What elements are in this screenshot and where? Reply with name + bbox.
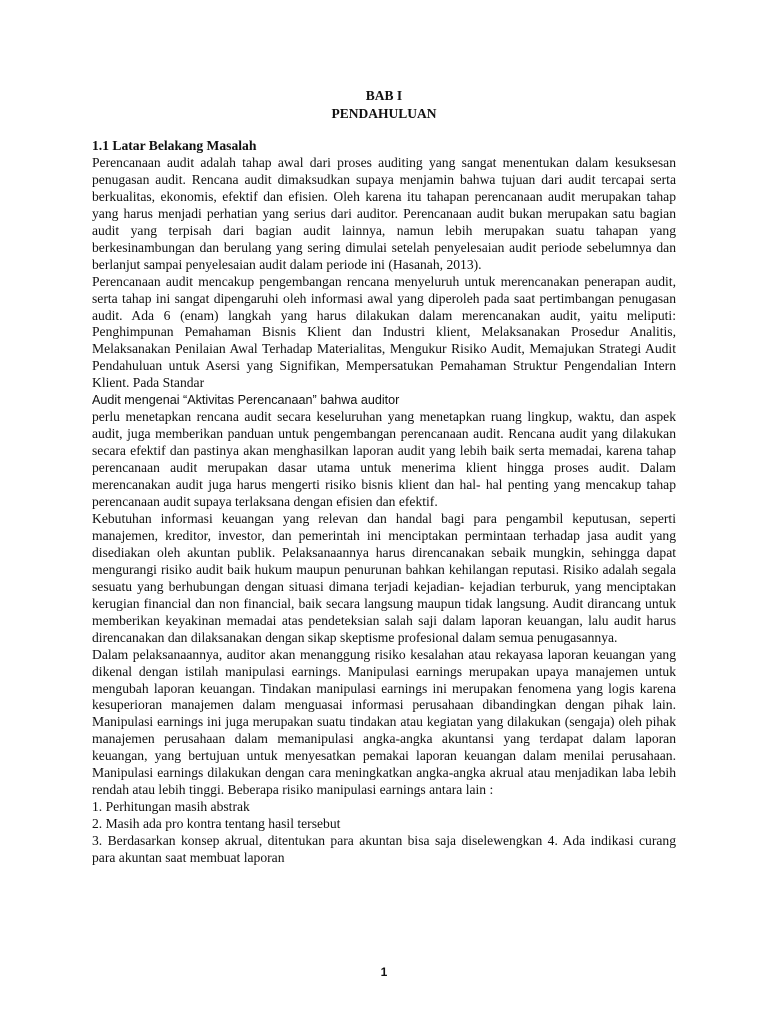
section-heading: 1.1 Latar Belakang Masalah bbox=[92, 138, 257, 153]
chapter-header bbox=[92, 87, 676, 123]
paragraph-3: perlu menetapkan rencana audit secara keseluruhan yang menetapkan ruang lingkup, waktu, dan aspek audit, juga memberikan panduan untuk pengembangan perencanaan audit. Rencana audit yang dilakukan secara efektif dan pastinya akan menghasilkan laporan audit yang lebih baik serta memadai, karena tahap perencanaan audit merupakan dasar utama untuk menerima klient hingga proses audit. Dalam merencanakan audit juga harus mengerti risiko bisnis klient dan hal- hal penting yang mencakup tahap perencanaan audit supaya terlaksana dengan efisien dan efektif. bbox=[92, 409, 676, 510]
inserted-line: Audit mengenai “Aktivitas Perencanaan” bahwa auditor bbox=[92, 393, 400, 408]
paragraph-2: Perencanaan audit mencakup pengembangan rencana menyeluruh untuk merencanakan penerapan audit, serta tahap ini sangat dipengaruhi oleh informasi awal yang diperoleh pada saat pertimbangan penugasan audit. Ada 6 (enam) langkah yang harus dilakukan dalam merencanakan audit, yaitu meliputi: Penghimpunan Pemahaman Bisnis Klient dan Industri klient, Melaksanakan Prosedur Analitis, Melaksanakan Penilaian Awal Terhadap Materialitas, Mengukur Risiko Audit, Memajukan Strategi Audit Pendahuluan untuk Asersi yang Signifikan, Mempersatukan Pemahaman Struktur Pengendalian Intern Klient. Pada Standar bbox=[92, 273, 676, 391]
paragraph-1: Perencanaan audit adalah tahap awal dari proses auditing yang sangat menentukan dalam kesuksesan penugasan audit. Rencana audit dimaksudkan supaya menjamin bahwa tujuan dari audit tercapai serta berkualitas, ekonomis, efektif dan efisien. Oleh karena itu tahapan perencanaan audit merupakan tahap yang harus menjadi perhatian yang serius dari auditor. Perencanaan audit bukan merupakan satu bagian audit yang terpisah dari bagian audit lainnya, namun lebih merupakan suatu tahapan yang berkesinambungan dan berulang yang sering dimulai setelah penyelesaian audit periode sebelumnya dan berlanjut sampai penyelesaian audit dalam periode ini (Hasanah, 2013). bbox=[92, 154, 676, 272]
chapter-number: BAB I bbox=[365, 88, 403, 103]
list-item: 2. Masih ada pro kontra tentang hasil tersebut bbox=[92, 816, 341, 832]
paragraph-4: Kebutuhan informasi keuangan yang relevan dan handal bagi para pengambil keputusan, seperti manajemen, kreditor, investor, dan pemerintah ini menciptakan permintaan terhadap jasa audit yang disediakan oleh akuntan publik. Pelaksanaannya harus direncanakan sebaik mungkin, sehingga dapat mengurangi risiko audit baik hukum maupun penurunan bahkan kehilangan reputasi. Risiko adalah segala sesuatu yang berhubungan dengan situasi dimana terjadi kejadian- kejadian terburuk, yang menciptakan kerugian financial dan non financial, baik secara langsung maupun tidak langsung. Audit dirancang untuk memberikan keyakinan memadai atas pendeteksian salah saji dalam laporan keuangan, lalu audit harus direncanakan dan dilaksanakan dengan sikap skeptisme profesional dalam semua penugasannya. bbox=[92, 510, 676, 645]
chapter-title: PENDAHULUAN bbox=[331, 106, 437, 121]
page-number: 1 bbox=[380, 965, 388, 979]
paragraph-5: Dalam pelaksanaannya, auditor akan menanggung risiko kesalahan atau rekayasa laporan keuangan yang dikenal dengan istilah manipulasi earnings. Manipulasi earnings merupakan upaya manajemen untuk mengubah laporan keuangan. Tindakan manipulasi earnings ini merupakan fenomena yang logis karena kesuperioran manajemen dalam menguasai informasi perusahaan dibandingkan dengan pihak lain. Manipulasi earnings ini juga merupakan suatu tindakan atau kegiatan yang dilakukan (sengaja) oleh pihak manajemen perusahaan dalam memanipulasi angka-angka akuntansi yang terdapat dalam laporan keuangan, yang bertujuan untuk menyesatkan pemakai laporan keuangan dalam menilai perusahaan. Manipulasi earnings dilakukan dengan cara meningkatkan angka-angka akrual atau menjadikan laba lebih rendah atau lebih tinggi. Beberapa risiko manipulasi earnings antara lain : bbox=[92, 646, 676, 798]
list-item: 1. Perhitungan masih abstrak bbox=[92, 799, 250, 815]
list-item: 3. Berdasarkan konsep akrual, ditentukan para akuntan bisa saja diselewengkan 4. Ada indikasi curang para akuntan saat membuat laporan bbox=[92, 833, 676, 866]
document-body bbox=[92, 138, 676, 867]
